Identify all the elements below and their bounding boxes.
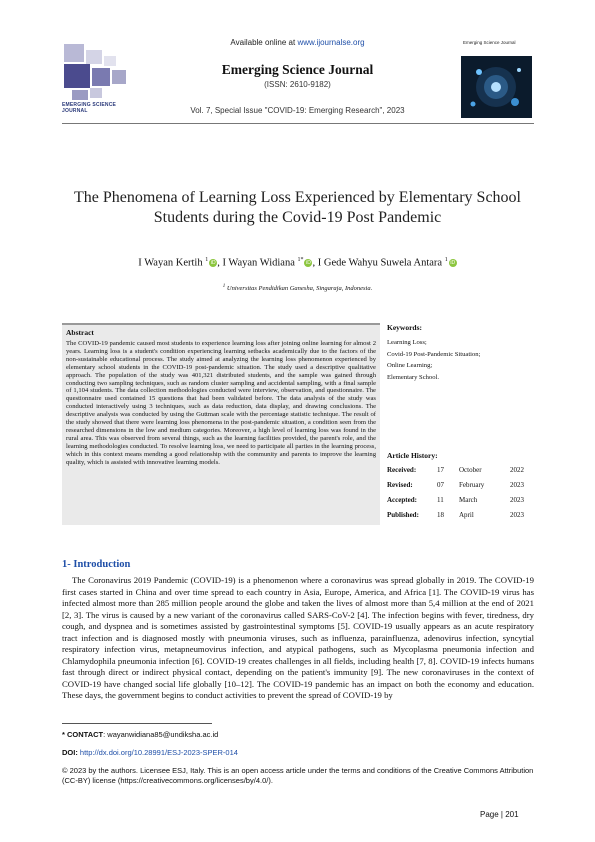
article-history-heading: Article History: — [387, 451, 438, 460]
contact-email[interactable]: : wayanwidiana85@undiksha.ac.id — [103, 730, 219, 739]
journal-logo-icon — [62, 42, 132, 110]
article-history-table — [387, 466, 537, 526]
author-name: I Gede Wahyu Suwela Antara — [317, 257, 443, 269]
history-row-accepted: Accepted: 11 March 2023 — [387, 496, 524, 504]
author-name: I Wayan Kertih — [138, 257, 203, 269]
affiliation: $^1$ Universitas Pendidikan Ganesha, Singaraja, Indonesia. — [222, 284, 373, 293]
footnote-divider — [62, 723, 212, 724]
header-divider — [62, 123, 534, 124]
keywords-heading: Keywords: — [387, 323, 422, 332]
journal-logo-caption: EMERGING SCIENCE JOURNAL — [62, 102, 117, 114]
history-row-revised: Revised: 07 February 2023 — [387, 481, 524, 489]
author-name: I Wayan Widiana — [222, 257, 295, 269]
keyword-item: Covid-19 Post-Pandemic Situation; — [387, 350, 481, 358]
orcid-icon[interactable]: iD — [450, 260, 456, 267]
doi-link[interactable]: http://dx.doi.org/10.28991/ESJ-2023-SPER-014 — [79, 748, 238, 757]
availability-line: Available online at www.ijournalse.org — [230, 38, 365, 47]
journal-issn: (ISSN: 2610-9182) — [264, 80, 331, 89]
author-superscript: 1* — [297, 257, 304, 263]
journal-volume: Vol. 7, Special Issue "COVID-19: Emerging Research", 2023 — [190, 106, 405, 115]
cover-caption: Emerging Science Journal — [463, 40, 516, 45]
author-superscript: 1 — [205, 257, 209, 263]
history-row-published: Published: 18 April 2023 — [387, 511, 524, 519]
keyword-item: Online Learning; — [387, 362, 433, 369]
author-list: I Wayan Kertih $^1$iD , I Wayan Widiana $^{1*}$iD , I Gede Wahyu Suwela Antara $^1$iD — [138, 257, 456, 269]
section-heading-introduction: 1- Introduction — [62, 559, 131, 570]
journal-title: Emerging Science Journal — [221, 62, 374, 77]
abstract-heading: Abstract — [66, 328, 94, 337]
history-row-received: Received: 17 October 2022 — [387, 466, 524, 474]
page-number: Page | 201 — [480, 810, 519, 819]
journal-website-link[interactable]: www.ijournalse.org — [297, 38, 365, 47]
contact-line: * CONTACT: wayanwidiana85@undiksha.ac.id — [62, 730, 219, 739]
keywords-list — [387, 337, 480, 383]
journal-cover-image-icon — [461, 56, 532, 118]
doi-line: DOI: http://dx.doi.org/10.28991/ESJ-2023-SPER-014 — [62, 748, 238, 757]
abstract-text: The COVID-19 pandemic caused most students to experience learning loss after joining online learning for almost 2 years. Learning loss is a student's condition experiencing learning setbacks academically due to the factors of the non-sustainable educational process. The study aimed at analyzing the learning loss phenomenon experienced by elementary school students in the COVID-19 post-pandemic situation. The study used a descriptive qualitative approach. The population of the study was 401,321 distributed students, and the sample was gained through conducting two sampling techniques, such as random cluster sampling and accidental sampling, with a final sample of 1,104 students. The data collection methodologies conducted were interview, observation, and questionnaire. The questionnaire used contained 15 questions that had been validated before. The data analysis of the study was conducted interactively using 3 techniques, such as data reduction, data display, and drawing conclusions. The descriptive analysis was conducted by using the Guttman scale with the percentage statistic technique. The result of the study showed that there were learning loss phenomena in the post-pandemic situation, a condition seen from the researched dimensions in the low and medium categories. Moreover, a high level of learning loss was found in the rural area. This was observed from several things, such as the learning facilities provided, the parent's role, and the learning methodologies conducted. To resolve learning loss, we need to participate all parties in the learning process, which in this context means mending a good relationship with the community and parents to improve the learning quality, which is assisted with innovative learning models. — [66, 340, 376, 466]
introduction-text: The Coronavirus 2019 Pandemic (COVID-19) is a phenomenon where a coronavirus was spread globally in 2019. The COVID-19 first cases started in China and over time spread to each country in Asia, Europe, America, and Africa [1]. The COVID-19 virus has infected almost more than 285 million people around the globe and taken the lives of almost more than 5,4 million at the end of 2021 [2, 3]. The virus is caused by a new variant of the coronavirus called SARS-CoV-2 [4]. The infection begins with fever, tiredness, dry cough, and dyspnea and is sometimes assisted by gastrointestinal symptoms [5]. COVID-19 usually appears as an acute respiratory tract infection and is diagnosed mostly with pneumonia viruses, such as influenza, parainfluenza, adenovirus infection, syncytial respiratory infection virus, metapneumovirus infection, and atypical pathogens, such as Mycoplasma pneumonia infection and Chlamydophila pneumonia infection [6]. COVID-19 creates challenges in all fields, including health [7, 8]. COVID-19 infects humans fast through direct or indirect physical contact, depending on the patient's immunity [9]. The new coronaviruses in the context of COVID-19 have changed social life globally [10–12]. The COVID-19 pandemic has an impact on both the economy and education. These days, the government begins to conduct activities to prevent the spread of COVID-19 by — [62, 575, 534, 700]
paper-title: The Phenomena of Learning Loss Experienced by Elementary School Students during the Covid-19 Post Pandemic — [74, 189, 521, 226]
keyword-item: Elementary School. — [387, 373, 440, 381]
license-text: © 2023 by the authors. Licensee ESJ, Italy. This is an open access article under the terms and conditions of the Creative Commons Attribution (CC-BY) license (https://creativecommons.org/licenses/by/4.0/). — [62, 766, 534, 785]
author-superscript: 1 — [444, 257, 448, 263]
orcid-icon[interactable]: iD — [210, 260, 216, 267]
orcid-icon[interactable]: iD — [306, 260, 311, 267]
keyword-item: Learning Loss; — [387, 339, 427, 346]
